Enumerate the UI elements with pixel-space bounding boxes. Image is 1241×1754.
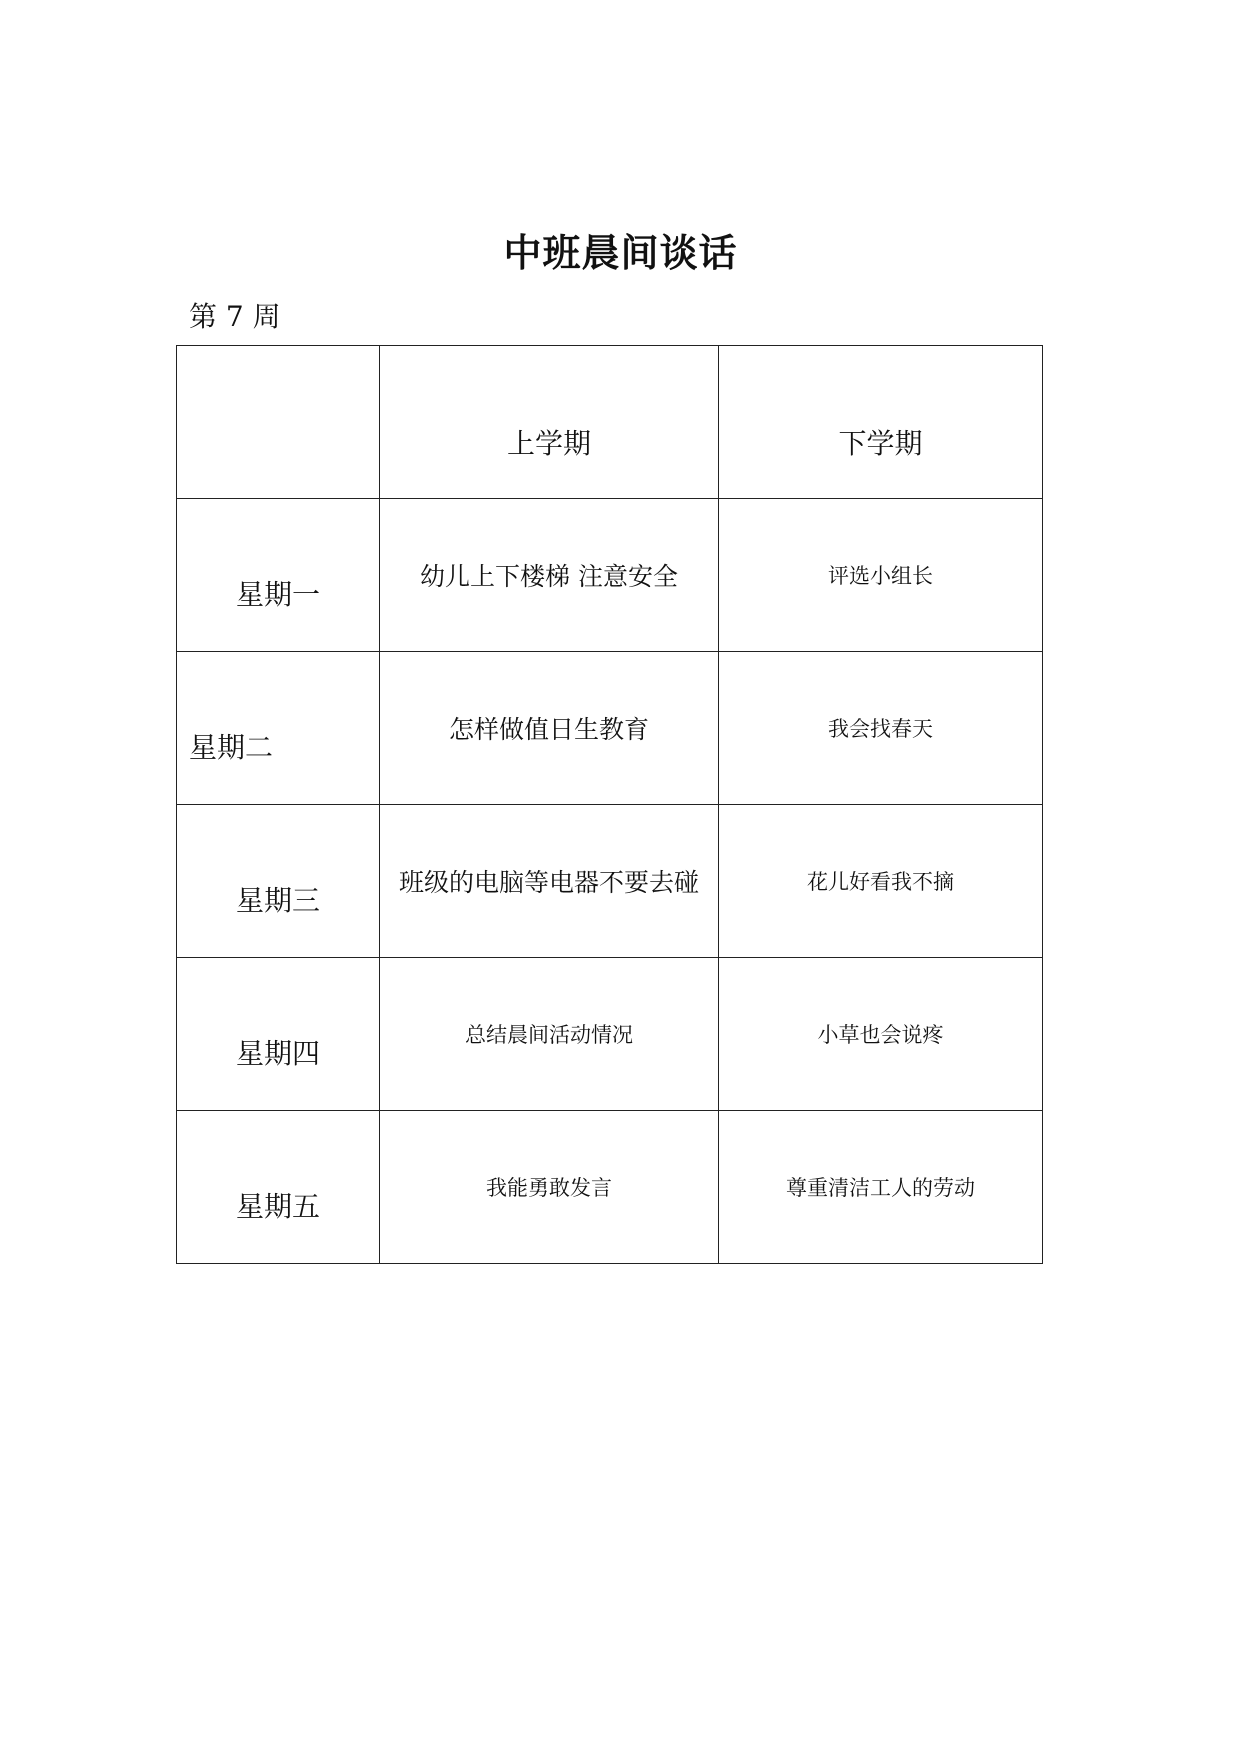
day-cell xyxy=(177,499,380,652)
header-cell-first-term xyxy=(380,346,719,499)
table-row xyxy=(177,805,1043,958)
table-row xyxy=(177,499,1043,652)
second-term-cell xyxy=(719,652,1043,805)
first-term-cell xyxy=(380,805,719,958)
week-label: 第 7 周 xyxy=(189,300,281,333)
day-cell xyxy=(177,652,380,805)
second-term-cell xyxy=(719,958,1043,1111)
second-term-cell xyxy=(719,1111,1043,1264)
day-label: 星期二 xyxy=(189,731,274,764)
first-term-topic: 我能勇敢发言 xyxy=(486,1176,612,1200)
day-label: 星期四 xyxy=(235,1037,320,1070)
first-term-cell xyxy=(380,1111,719,1264)
header-second-term: 下学期 xyxy=(838,427,923,460)
second-term-topic: 尊重清洁工人的劳动 xyxy=(786,1176,975,1200)
second-term-topic: 我会找春天 xyxy=(828,717,933,741)
day-label: 星期一 xyxy=(235,578,320,611)
day-cell xyxy=(177,805,380,958)
table-row xyxy=(177,652,1043,805)
first-term-topic: 怎样做值日生教育 xyxy=(448,715,649,744)
first-term-topic: 班级的电脑等电器不要去碰 xyxy=(398,868,699,897)
day-label: 星期三 xyxy=(235,884,320,917)
first-term-cell xyxy=(380,958,719,1111)
schedule-table xyxy=(176,345,1043,1264)
day-cell xyxy=(177,958,380,1111)
first-term-topic: 幼儿上下楼梯 注意安全 xyxy=(420,562,678,591)
document-title: 中班晨间谈话 xyxy=(503,231,738,275)
table-row xyxy=(177,1111,1043,1264)
second-term-topic: 花儿好看我不摘 xyxy=(807,870,954,894)
second-term-topic: 评选小组长 xyxy=(828,564,933,588)
header-first-term: 上学期 xyxy=(506,427,591,460)
second-term-cell xyxy=(719,499,1043,652)
header-cell-second-term xyxy=(719,346,1043,499)
table-row xyxy=(177,958,1043,1111)
header-cell-corner xyxy=(177,346,380,499)
day-label: 星期五 xyxy=(235,1190,320,1223)
first-term-cell xyxy=(380,499,719,652)
second-term-cell xyxy=(719,805,1043,958)
first-term-cell xyxy=(380,652,719,805)
table-header-row xyxy=(177,346,1043,499)
second-term-topic: 小草也会说疼 xyxy=(817,1023,944,1047)
day-cell xyxy=(177,1111,380,1264)
first-term-topic: 总结晨间活动情况 xyxy=(465,1023,633,1047)
